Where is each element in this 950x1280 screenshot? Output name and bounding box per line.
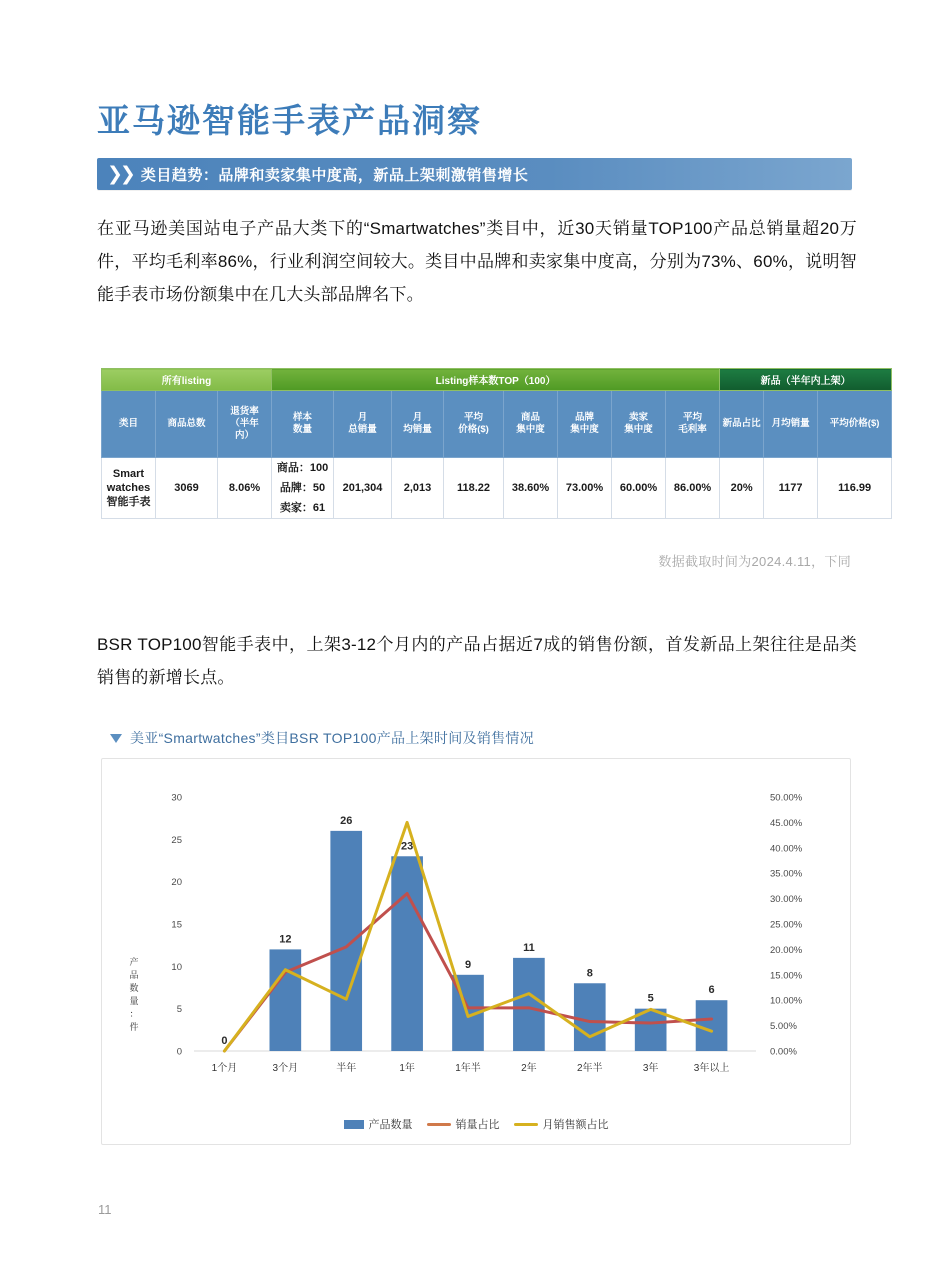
svg-text:8: 8 [586,967,593,980]
svg-text:25.00%: 25.00% [770,919,803,931]
col-return-rate: 退货率 （半年 内） [218,391,272,458]
svg-text:量: 量 [129,996,139,1006]
col-monthly-total-sales: 月 总销量 [334,391,392,458]
col-product-concentration: 商品 集中度 [504,391,558,458]
svg-text:20: 20 [171,877,182,889]
group-header-new-products: 新品（半年内上架） [720,369,892,391]
cell-return-rate: 8.06% [218,458,272,519]
legend-label-revenue-share: 月销售额占比 [542,1119,609,1131]
svg-text:26: 26 [340,814,353,827]
analysis-paragraph: BSR TOP100智能手表中，上架3-12个月内的产品占据近7成的销售份额，首发新品上架往往是品类销售的新增长点。 [97,635,857,687]
svg-text:10.00%: 10.00% [770,995,803,1007]
svg-text:2年半: 2年半 [576,1063,603,1074]
cell-avg-price: 118.22 [444,458,504,519]
svg-text:12: 12 [279,933,292,946]
svg-text:30.00%: 30.00% [770,894,803,906]
svg-text:0: 0 [176,1046,182,1058]
legend-item-sales-share [427,1116,500,1132]
col-brand-concentration: 品牌 集中度 [558,391,612,458]
svg-text:1个月: 1个月 [211,1063,238,1074]
col-category: 类目 [102,391,156,458]
combo-chart [102,759,850,1099]
col-new-monthly-avg-sales: 月均销量 [764,391,818,458]
legend-item-product-count [344,1116,413,1132]
section-banner [97,158,852,190]
cell-new-monthly-avg-sales: 1177 [764,458,818,519]
insight-table [101,368,880,519]
group-header-all-listing: 所有listing [102,369,272,391]
legend-label-sales-share: 销量占比 [455,1119,500,1131]
svg-text:产: 产 [129,957,139,967]
page-title: 亚马逊智能手表产品洞察 [97,102,482,139]
cell-total-products: 3069 [156,458,218,519]
legend-swatch-bar [344,1120,364,1129]
svg-text:9: 9 [464,958,472,971]
cell-new-product-share: 20% [720,458,764,519]
intro-paragraph: 在亚马逊美国站电子产品大类下的“Smartwatches”类目中，近30天销量TOP100产品总销量超20万件，平均毛利率86%，行业利润空间较大。类目中品牌和卖家集中度高，分别为73%、60%，说明智能手表市场份额集中在几大头部品牌名下。 [97,219,857,304]
cell-monthly-avg-sales: 2,013 [392,458,444,519]
svg-text:件: 件 [129,1022,139,1032]
svg-text:1年: 1年 [399,1063,415,1074]
col-sample-count: 样本 数量 [272,391,334,458]
section-banner-label: 类目趋势：品牌和卖家集中度高，新品上架刺激销售增长 [140,166,529,184]
svg-text:30: 30 [171,792,182,804]
svg-text:6: 6 [708,984,715,997]
col-avg-price: 平均 价格($) [444,391,504,458]
cell-category: Smart watches 智能手表 [102,458,156,519]
svg-text:5.00%: 5.00% [770,1021,797,1033]
double-chevron-right-icon: ❯❯ [107,163,133,185]
table-column-header-row [102,391,892,458]
col-monthly-avg-sales: 月 均销量 [392,391,444,458]
col-avg-gross-margin: 平均 毛利率 [666,391,720,458]
svg-text:15.00%: 15.00% [770,970,803,982]
svg-text:5: 5 [647,992,654,1005]
col-new-avg-price: 平均价格($) [818,391,892,458]
svg-text:3个月: 3个月 [272,1063,299,1074]
svg-text:25: 25 [171,834,182,846]
svg-text:23: 23 [400,840,414,853]
triangle-down-icon [110,734,122,743]
svg-text:5: 5 [176,1004,182,1016]
svg-text:10: 10 [171,961,182,973]
svg-text:35.00%: 35.00% [770,868,803,880]
svg-text:45.00%: 45.00% [770,817,803,829]
col-new-product-share: 新品占比 [720,391,764,458]
legend-label-product-count: 产品数量 [368,1119,413,1131]
cell-sample-count: 商品：100 品牌：50 卖家：61 [272,458,334,519]
cell-monthly-total-sales: 201,304 [334,458,392,519]
svg-text:50.00%: 50.00% [770,792,803,804]
col-seller-concentration: 卖家 集中度 [612,391,666,458]
legend-swatch-line-revenue-share [514,1123,538,1126]
svg-text:2年: 2年 [521,1063,537,1074]
svg-text:11: 11 [523,941,535,954]
table-row [102,458,892,519]
page-number: 11 [98,1202,112,1217]
table-group-header-row [102,369,892,391]
group-header-top-sample: Listing样本数TOP（100） [272,369,720,391]
svg-text:3年以上: 3年以上 [693,1063,730,1074]
data-source-note: 数据截取时间为2024.4.11，下同 [658,554,851,569]
svg-text:半年: 半年 [336,1063,357,1074]
chart-container [101,758,851,1145]
cell-brand-concentration: 73.00% [558,458,612,519]
legend-item-revenue-share [514,1116,609,1132]
col-total-products: 商品总数 [156,391,218,458]
svg-text:数: 数 [129,983,139,993]
svg-text:0: 0 [221,1035,228,1047]
cell-avg-gross-margin: 86.00% [666,458,720,519]
chart-legend [102,1116,850,1132]
svg-text:20.00%: 20.00% [770,944,803,956]
legend-swatch-line-sales-share [427,1123,451,1126]
cell-product-concentration: 38.60% [504,458,558,519]
svg-text:1年半: 1年半 [455,1063,481,1074]
cell-new-avg-price: 116.99 [818,458,892,519]
svg-text:15: 15 [171,919,182,931]
svg-text:品: 品 [129,970,139,980]
svg-text:3年: 3年 [642,1063,659,1074]
svg-text:0.00%: 0.00% [770,1046,797,1058]
cell-seller-concentration: 60.00% [612,458,666,519]
svg-text:：: ： [129,1009,139,1019]
chart-caption-label: 美亚“Smartwatches”类目BSR TOP100产品上架时间及销售情况 [130,730,535,746]
chart-caption [110,728,534,748]
svg-text:40.00%: 40.00% [770,843,803,855]
